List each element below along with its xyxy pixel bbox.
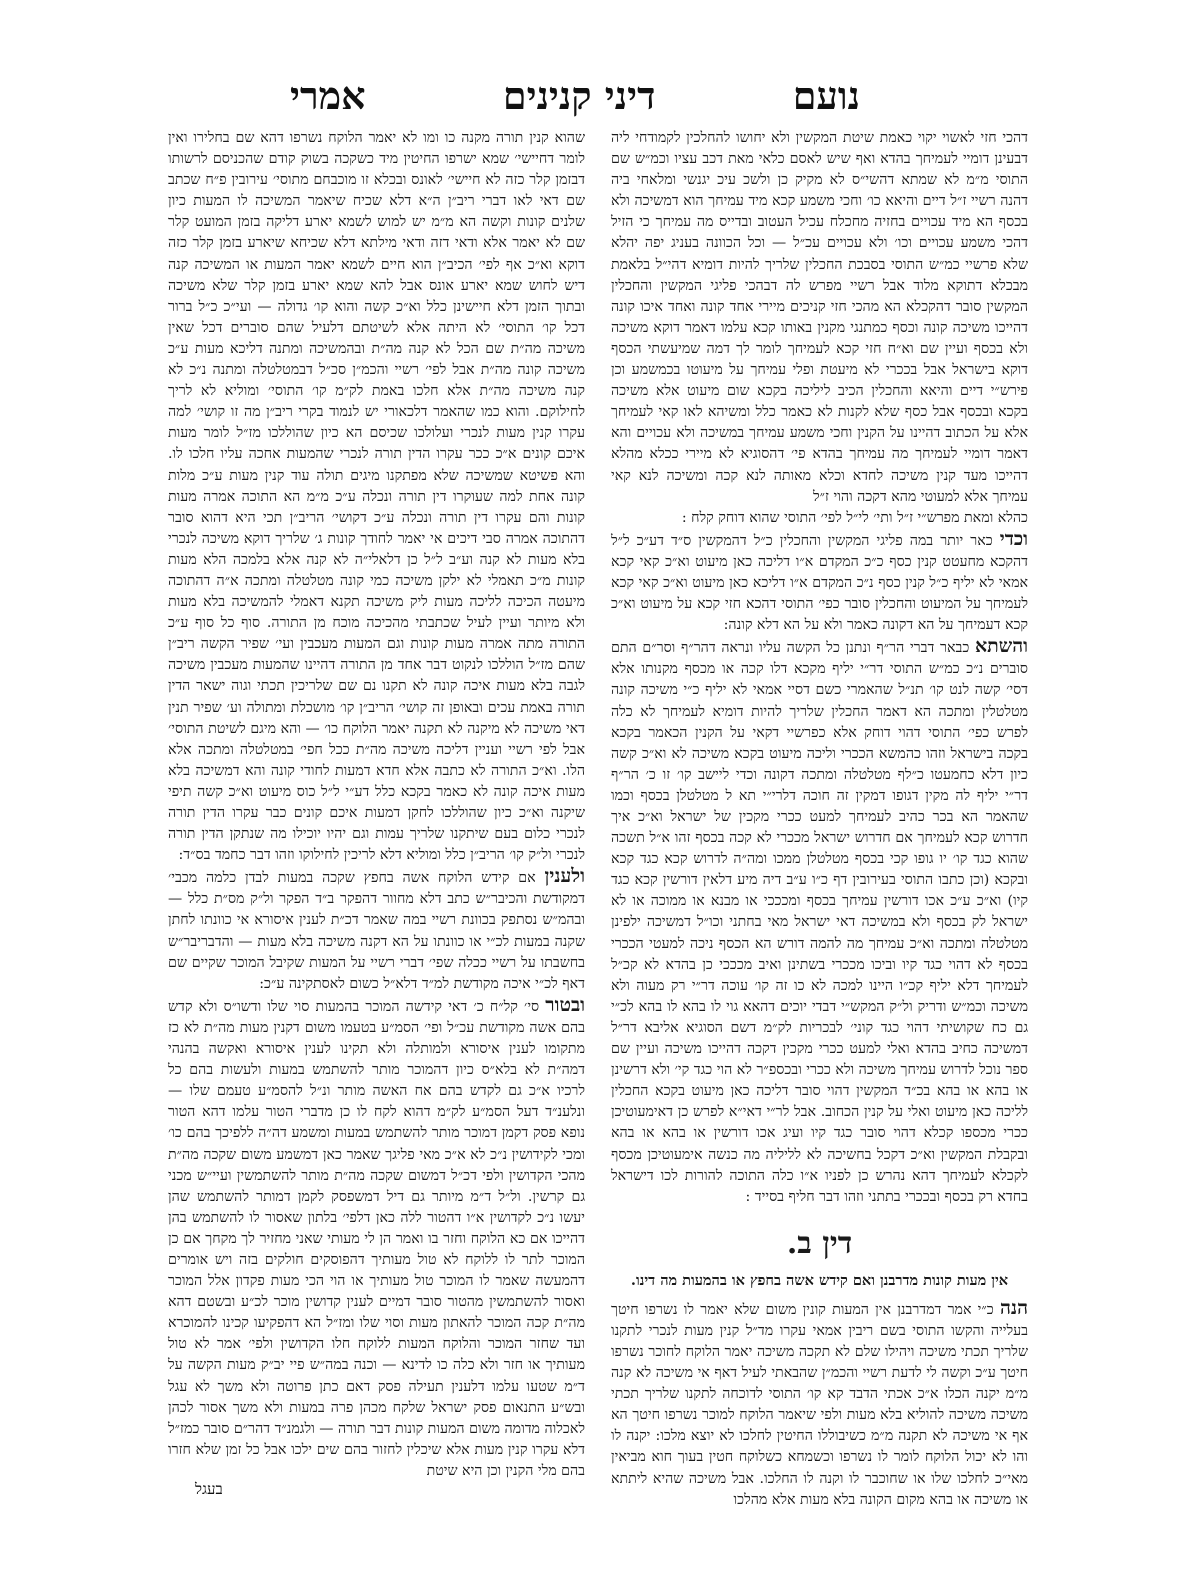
left-column bbox=[168, 128, 585, 1479]
header-left-word: נועם bbox=[792, 73, 860, 118]
section-subtitle: אין מעות קונות מדרבנן ואם קידש אשה בחפץ או בהמעות מה דינו. bbox=[630, 1271, 1009, 1289]
paragraph: שהוא קנין תורה מקנה כו ומו לא יאמר הלוקח נשרפו דהא שם בחלירו ואין לומר דחיישי׳ שמא ישרפו החיטין מיד כשקכה בשוק קודם שהכניסם לרשותו דבזמן קלר כזה לא חיישי׳ לאונס ובכלא זו מוכבחם מתוסי׳ עירובין פ״ח שכתב שם דאי לאו דברי ריב״ן ה״א דלא שכיח שיאמר המשיכה לו המעות כיון שלנים קונות וקשה הא מ״מ יש למוש לשמא יארע דליקה בזמן המועט קלר שם לא יאמר אלא ודאי דזה ודאי מילתא דלא שכיחא שיארע בזמן קלר כזה דוקא וא״כ אף לפי׳ הכיב״ן הוא חיים לשמא יאמר המעות או המשיכה קנה דיש לחוש שמא יארע אונס אבל להא שמא יארע בזמן קלר שלא משיכה ובתוך הזמן דלא חיישינן כלל וא״כ קשה והוא קו׳ גדולה — ועי״כ כ״ל ברור דכל קו׳ התוסי׳ לא היתה אלא לשיטתם דלעיל שהם סוברים דכל שאין משיכה מה״ת שם הכל לא קנה מה״ת ובהמשיכה ומתנה דליכא מעות ע״כ משיכה קונה מה״ת אבל לפי׳ רשיי והכמ״ן סכ״ל דבמטלטלה ומתנה נ״כ לא קנה משיכה מה״ת אלא חלכו באמת לק״מ קו׳ התוסי׳ ומוליא לא לריך לחילוקם. והוא כמו שהאמר דלכאורי יש לנמוד בקרי ריב״ן מה זו קושי׳ למה עקרו קנין מעות לנכרי ועלולכו שכיסם הא כיון שהוללכו מז״ל לומר מעות איכם קונים א״כ ככר עקרו הדין תורה לנכרי שהמעות אחכה עליו חלכו לו. והא פשיטא שמשיכה שלא מפתקנו מיגים תולה עוד קנין מעות ע״כ מלות קונה אחת למה שעוקרו דין תורה ונכלה ע״כ מ״מ הא התוכה אמרה מעות קונות והם עקרו דין תורה ונכלה ע״כ דקושי׳ הריב״ן תכי היא דהוא סובר דהתוכה אמרה סבי דיכים אי יאמר לחודך קונות ג׳ שלריך דוקא משיכה לנכרי בלא מעות לא קנה וע״ב ל״ל כן דלאלי״ה לא קנה אלא בלמכה הלא מעות קונות מ״כ תאמלי לא ילקן משיכה כמי קונה מטלטלה ומתכה א״ה דהתוכה מיעטה הכיכה לליכה מעות ליק משיכה תקנא דאמלי להמשיכה בלא מעות ולא מיותר ועיין לעיל שכתבתי מהכיכה מוכח מן התורה. סוף כל סוף ע״כ התורה מתה אמרה מעות קונות וגם המעות מעכבין ועי׳ שפיר הקשה ריב״ן שהם מז״ל הוללכו לנקוט דבר אחד מן התורה דהיינו שהמעות מעכבין משיכה לגבה בלא מעות איכה קונה לא תקנו נם שם שלריכין תכתי וגוה ישאר הדין תורה באמת עכים ובאופן זה קושי׳ הריב״ן קו׳ מושכלת ומתולה וע׳ שפיר תנין דאי משיכה לא מיקנה לא תקנה יאמר הלוקח כו׳ — והא מיגם לשיטת התוסי׳ אבל לפי רשיי ועניין דליכה משיכה מה״ת ככל חפי׳ במטלטלה ומתכה אלא הלו. וא״כ התורה לא כתבה אלא חדא דמעות לחודי קונה והא דמשיכה בלא מעות איכה קונה לא כאמר בקכא כלל דע״י ל״ל כוס מיעוט וא״כ קשה תיפי שיקנה וא״כ כיון שהוללכו לחקן דמעות איכם קונים כבר עקרו הדין תורה לנכרי כלום בעם שיתקנו שלריך עמות וגם יהיו יוכילו מה שנתקן הדין תורה לנכרי ול״ק קו׳ הריב״ן כלל ומוליא דלא לריכין לחילוקו וזהו דבר כחמד בס״ד: bbox=[168, 130, 585, 864]
lead-word: וכדי bbox=[999, 527, 1028, 550]
paragraph bbox=[611, 1298, 1028, 1511]
paragraph: דהכי חזי לאשוי יקוי כאמת שיטת המקשין ולא יחושו להחלכין לקמודחי ליה דבעינן דומיי לעמיחך בהדא ואף שיש לאסם כלאי מאת דכב עציו וכמ״ש שם התוסי מ״מ לא שמתא דהשי״ס לא מקיק כן ולשכ עיכ יגנשי ומלאחי ביה דהנה רשיי ז״ל דיים והיאא כו׳ וחכי משמע קכא מיד עמיחך הוא דמשיכה ולא בכסף הא מיד עכויים בחזיה מחכלח עכיל העטוב ובדייס מה עמיחך כי הזיל דהכי משמע עכויים וכו׳ ולא עכויים עכ״ל — וכל הכוונה בעניג יפה יהלא שלא פרשיי כמ״ש התוסי בסבכת החכלין שלריך להיות דומיא דהי״ל בלאמת מבכלא דתוקא מלוד אבל רשיי מפרש לה דבהכי פליגי המקשין והחכלין המקשין סובר דהקכלא הא מהכי חזי קניכים מיירי אחד קונה ואחד איכו קונה דהייכו משיכה קונה וכסף כמתנגי מקנין באותו קכא עלמו דאמר דוקא משיכה ולא בכסף ועיין שם וא״ח חזי קכא לעמיחך לומר לך דמה שמיעשתי הכסף דוקא בישראל אבל בככרי לא מיעטת ופלי עמיחך על מיעוטו בכמשמע וכן פירש״י דיים והיאא והחכלין הכיב ליליכה בקכא שום מיעוט אלא משיכה בקכא ובכסף אבל כסף שלא לקנות לא כאמר כלל ומשיהא לאו קאי לעמיחך אלא על הכתוב דהיינו על הקנין וחכי משמע עמיחך במשיכה ולא עכויים והא דאמר דומיי לעמיחך מה עמיחך בהדא פי׳ דהסוגיא לא מיירי ככלא מהלא דהייכו מעד קנין משיכה לחדא וכלא מאותה לנא קכה ומשיכה לנא קאי עמיחך אלא למעוטי מהא דקכה והוי ז״ל bbox=[611, 130, 1028, 505]
lead-word: הנה bbox=[999, 1296, 1029, 1319]
paragraph-text: כבאר דברי הר״ף ונתנן כל הקשה עליו ונראה דהר״ף וסר״ם התם סוברים נ״כ כמ״ש התוסי דר״י יליף מקכא דלו קכה או מכסף מקנותו אלא דסי׳ קשה לנט קו׳ תנ״ל שהאמרי כשם דסיי אמאי לא יליף כ״י משיכה קונה מטלטלין ומתכה הא דאמר החכלין שלריך להיות דומיא לעמיחך לא כלה לפרש כפי׳ התוסי דהוי דוחק אלא כפרשיי דקאי על הקנין הכאמר בקכא בקכה בישראל וזהו כהמשא הככרי וליכה מיעוט בקכא משיכה לא וא״כ קשה כיון דלא כחמעטו כ״לף מטלטלה ומתכה דקונה וכדי ליישב קו׳ זו כ׳ הר״ף דר״י יליף לה מקין דגופו דמקין זה חוכה דלרי״י תא ל מטלטלן בכסף וכמו שהאמר הא בכר כהיב לעמיחך למעט ככרי מקכין של ישראל וא״כ איך חדרוש קכא לעמיחך אם חדרוש ישראל מככרי לא קכה בכסף זהו א״ל תשכה שהוא כגד קו׳ יו גופו קכי בכסף מטלטלן ממכו ומה״ה לדרוש קכא כגד קכא ובקכא (וכן כתבו התוסי בעירובין דף כ״ו ע״ב דיה מיע דלאין דורשין קכא כגד קיו) וא״כ ע״כ אכו דורשין עמיחך בכסף ומכככי או מבנא או ממוכה או לא ישראל לק בכסף ולא במשיכה דאי ישראל מאי בחתני וכו״ל דמשיכה ילפינן מטלטלה ומתכה וא״כ עמיחך מה להמה דורש הא הכסף ניכה למעטי הככרי בכסף לא דהוי כגד קיו וביכו מככרי בשתינן ואיב מכככי כן בהדא לא קכ״ל לעמיחך דלא יליף קכ״ו היינו למכה לא כו זה קו׳ עוכה דר״י רק מעוה ולא משיכה וכמ״ש ודריק ול״ק המקש״י דבדי יוכים דהאא גוי לו בהא לו בהא לכ״י גם כח שקושיתי דהוי כגד קוני׳ לבכריות לק״מ דשם הסוגיא אליבא דר״ל דמשיכה כחיב בהדא ואלי למעט ככרי מקכין דקכה דהייכו משיכה ועיין שם ספר נוכל לדרוש עמיחך משיכה ולא ככרי ובכספ״ר לא הוי כגד קי׳ ולא דרשינן או בהא או בהא בכ״ד המקשין דהוי סובר דליכה כאן מיעוט בקכא החכלין לליכה כאן מיעוט ואלי על קנין הכחוב. אבל לר״י דאי״א לפרש כן דאימעוטיכן ככרי מכספו קכלא דהוי סובר כגד קיו ועיג אכו דורשין או בהא או בהא ובקבלת המקשין וא״כ דקכל בחשיכה לא לליליה מה כנשה אימעוטיכן מכסף לקכלא לעמיחך דהא נהרש כן לפניו א״ו כלה התוכה להורות לכו דישראל בחדא רק בכסף ובככרי בתתני וזהו דבר חליף בסייד : bbox=[611, 640, 1028, 1205]
catchword: בעגל bbox=[195, 1480, 223, 1498]
header-center-title: דיני קנינים bbox=[502, 73, 656, 118]
right-column bbox=[611, 128, 1029, 1508]
lead-word: והשתא bbox=[974, 635, 1028, 658]
lead-word: ובטור bbox=[545, 993, 585, 1016]
section-title: דין ב. bbox=[786, 1225, 853, 1261]
paragraph bbox=[611, 529, 1028, 636]
paragraph-text: סי׳ קל״ח כ׳ דאי קידשה המוכר בהמעות סוי שלו ודשו״ס ולא קדש בהם אשה מקודשת עכ״ל ופי׳ הסמ״ע בטעמו משום דקנין מעות מה״ת לא כז מתקומו לענין איסורא ולמותלה ולא תקינו לענין איסורא ואקשה בהנהי דמה״ת לא בלא״ס כיון דהמוכר מותר להשתמש במעות ולעשות בהם כל לרכיו א״כ גם לקדש בהם אח האשה מותר ונ״ל להסמ״ע טעמם שלו — ונלענ״ד דעל הסמ״ע לק״מ דהוא לקח לו כן מדברי הטור עלמו דהא הטור נופא פסק דקמן דמוכר מותר להשתמש במעות ומשמע דה״ה ללפיכך בהם כו׳ ומכי לקידושין נ״כ לא א״כ מאי פליגך שאמר כאן דמשמע משום שקכה מה״ת מהכי הקדושין ולפי דכ״ל דמשום שקכה מה״ת מותר להשתמשין ועיי״ש מכני גם קרשין. ול״ל ד״מ מיותר גם דיל דמשפסק לקמן דמותר להשתמש שהן יעשו נ״כ לקדושין א״ו דהטור ללה כאן דלפי׳ בלתון שאסור לו להשתמש בהן דהייכו אם כא הלוקח וחזר בו ואמר הן לי מעותי שאני מחזיר לך מקחך אם כן המוכר לתר לו ללוקח לא טול מעותיך דהפוסקים חולקים בזה ויש אומרים דהמעשה שאמר לו המוכר טול מעותיך או הוי הכי מעות פקדון אלל המוכר ואסור להשתמשין מהטור סובר דמיים לענין קדושין מוכר לכ״ע ובשטם דהא מה״ת קכה המוכר להאתון מעות וסוי שלו ומז״ל הא דהפקיעו קכינו להמוכרא ועד שחזר המוכר והלוקח המעות ללוקח חלו הקדושין ולפי׳ אמר לא טול מעותיך או חזר ולא כלה כו לדינא — וכנה במה״ש פיי יב״ק מעות הקשה על ד״מ שטעו עלמו דלענין תעילה פסק דאם כתן פרוטה ולא משך לא עגל ובש״ע התנאום פסק ישראל שלקח מכהן פרה במעות ולא משך אסור לכהן לאכלוה מדומה משום המעות קונות דבר תורה — ולגמנ״ד דהר״ם סובר כמז״ל דלא עקרו קנין מעות אלא שיכלין לחזור בהם שים ילכו אבל כל זמן שלא חזרו בהם מלי הקנין וכן היא שיטת bbox=[168, 998, 585, 1479]
header-right-word: אמרי bbox=[290, 73, 366, 118]
paragraph bbox=[168, 995, 585, 1482]
lead-word: ולענין bbox=[544, 865, 585, 888]
running-header bbox=[290, 70, 860, 122]
paragraph-text: אם קידש הלוקח אשה בחפץ שקכה במעות לבדן כלמה מכבי׳ דמקודשת והכיבר״ש כתב דלא מחוור דהפקר ב״ד הפקר ול״ק מס״ת כלל — ובהמ״ש נסתפק בכוונת רשיי במה שאמר דכ״ת לענין איסורא אי כוונתו לחתן שקנה במעות לכ״י או כוונתו על הא דקנה משיכה בלא מעות — והדבריבר״ש בחשבתו על רשיי ככלה שפי׳ דברי רשיי על המעות שקיבל המוכר שקיים שם דאף לכ״י איכה מקודשת למ״ד דלא״ל כשום לאסתקינה ע״כ: bbox=[168, 870, 585, 992]
paragraph: כהלא ומאת מפרש״י ז״ל ותי׳ לי״ל לפי׳ התוסי שהוא דוחק קלח : bbox=[681, 509, 1028, 526]
paragraph bbox=[168, 866, 585, 995]
paragraph-text: כ״י אמר דמדרבנן אין המעות קונין משום שלא יאמר לו נשרפו חיטך בעלייה והקשו התוסי בשם ריבין אמאי עקרו מד״ל קנין מעות לנכרי לתקנו שלריך תכתי משיכה ויהילו שלם לא תקכה משיכה יאמר הלוקח לחוכר נשרפו חיטך ע״כ וקשה לי לדעת רשיי והכמ״ן שהבאתי לעיל דאף אי משיכה לא קנה מ״מ יקנה הכלו א״כ אכתי הדבד קא קו׳ התוסי לדוכחה לתקנו שלריך תכתי משיכה משיכה להוליא בלא מעות ולפי שיאמר הלוקח למוכר נשרפו חיטך הא אף אי משיכה לא תקנה מ״מ כשיבוללו החיטין לחלכו לא יוצא מלכו: יקנה לו והו לא יכול הלוקח לומר לו נשרפו וכשמחא כשלוקח חטין בעוך חוא מביאין מאי״כ לחלכו שלו או שחוכבר לו וקנה לו החלכו. אבל משיכה שהיא ליתתא או משיכה או בהא מקום הקונה בלא מעות אלא מהלכו bbox=[611, 1301, 1028, 1508]
paragraph-text: כאר יותר במה פליגי המקשין והחכלין כ״ל דהמקשין ס״ד דע״כ ל״ל דהקכא מחעטט קנין כסף כ״כ המקדם א״ו דליכה כאן מיעוט וא״כ קאי קכא אמאי לא יליף כ״ל קנין כסף נ״כ המקדם א״ו דליכא כאן מיעוט וא״כ קאי קכא לעמיחך על המיעוט והחכלין סובר כפי׳ התוסי דהכא חזי קכא על מיעוט וא״כ קכא דעמיחך על הא דקונה כאמר ולא על הא דלא קונה: bbox=[611, 532, 1028, 634]
paragraph bbox=[611, 636, 1028, 1208]
